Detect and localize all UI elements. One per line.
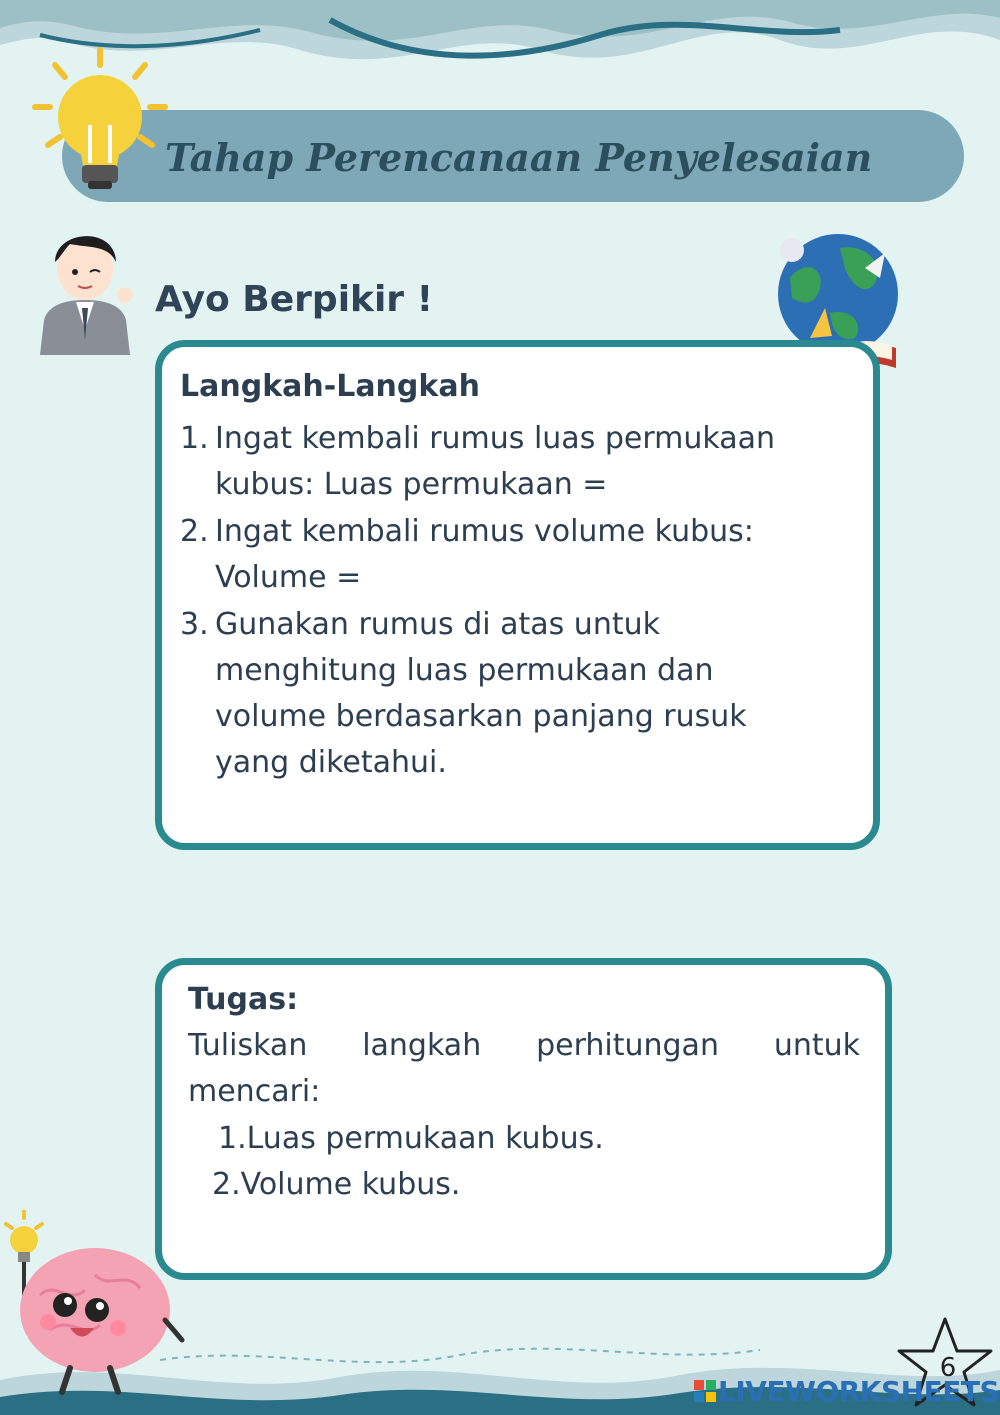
step-text: volume berdasarkan panjang rusuk <box>215 699 747 734</box>
liveworksheets-logo-icon <box>694 1380 716 1402</box>
lightbulb-icon <box>30 45 170 195</box>
task-text: mencari: <box>188 1074 321 1109</box>
steps-heading: Langkah-Langkah <box>180 369 480 404</box>
page-number: 6 <box>939 1353 957 1383</box>
brain-mascot-illustration <box>0 1210 185 1400</box>
step-text: Gunakan rumus di atas untuk <box>215 607 660 642</box>
task-item: 2.Volume kubus. <box>212 1167 461 1202</box>
step-text: Ingat kembali rumus volume kubus: <box>215 514 754 549</box>
page-title: Tahap Perencanaan Penyelesaian <box>165 135 873 180</box>
task-heading: Tugas: <box>188 982 299 1017</box>
step-text: yang diketahui. <box>215 745 447 780</box>
step-text: Volume = <box>215 560 362 595</box>
step-text: kubus: Luas permukaan = <box>215 467 608 502</box>
step-number: 1. <box>180 421 209 456</box>
watermark[interactable]: LIVEWORKSHEETS <box>718 1375 1000 1408</box>
teacher-illustration <box>30 220 140 355</box>
step-text: Ingat kembali rumus luas permukaan <box>215 421 776 456</box>
step-number: 2. <box>180 514 209 549</box>
task-text: Tuliskan langkah perhitungan untuk <box>188 1028 860 1063</box>
section-subtitle: Ayo Berpikir ! <box>155 279 434 320</box>
step-number: 3. <box>180 607 209 642</box>
step-text: menghitung luas permukaan dan <box>215 653 714 688</box>
task-item: 1.Luas permukaan kubus. <box>218 1121 604 1156</box>
